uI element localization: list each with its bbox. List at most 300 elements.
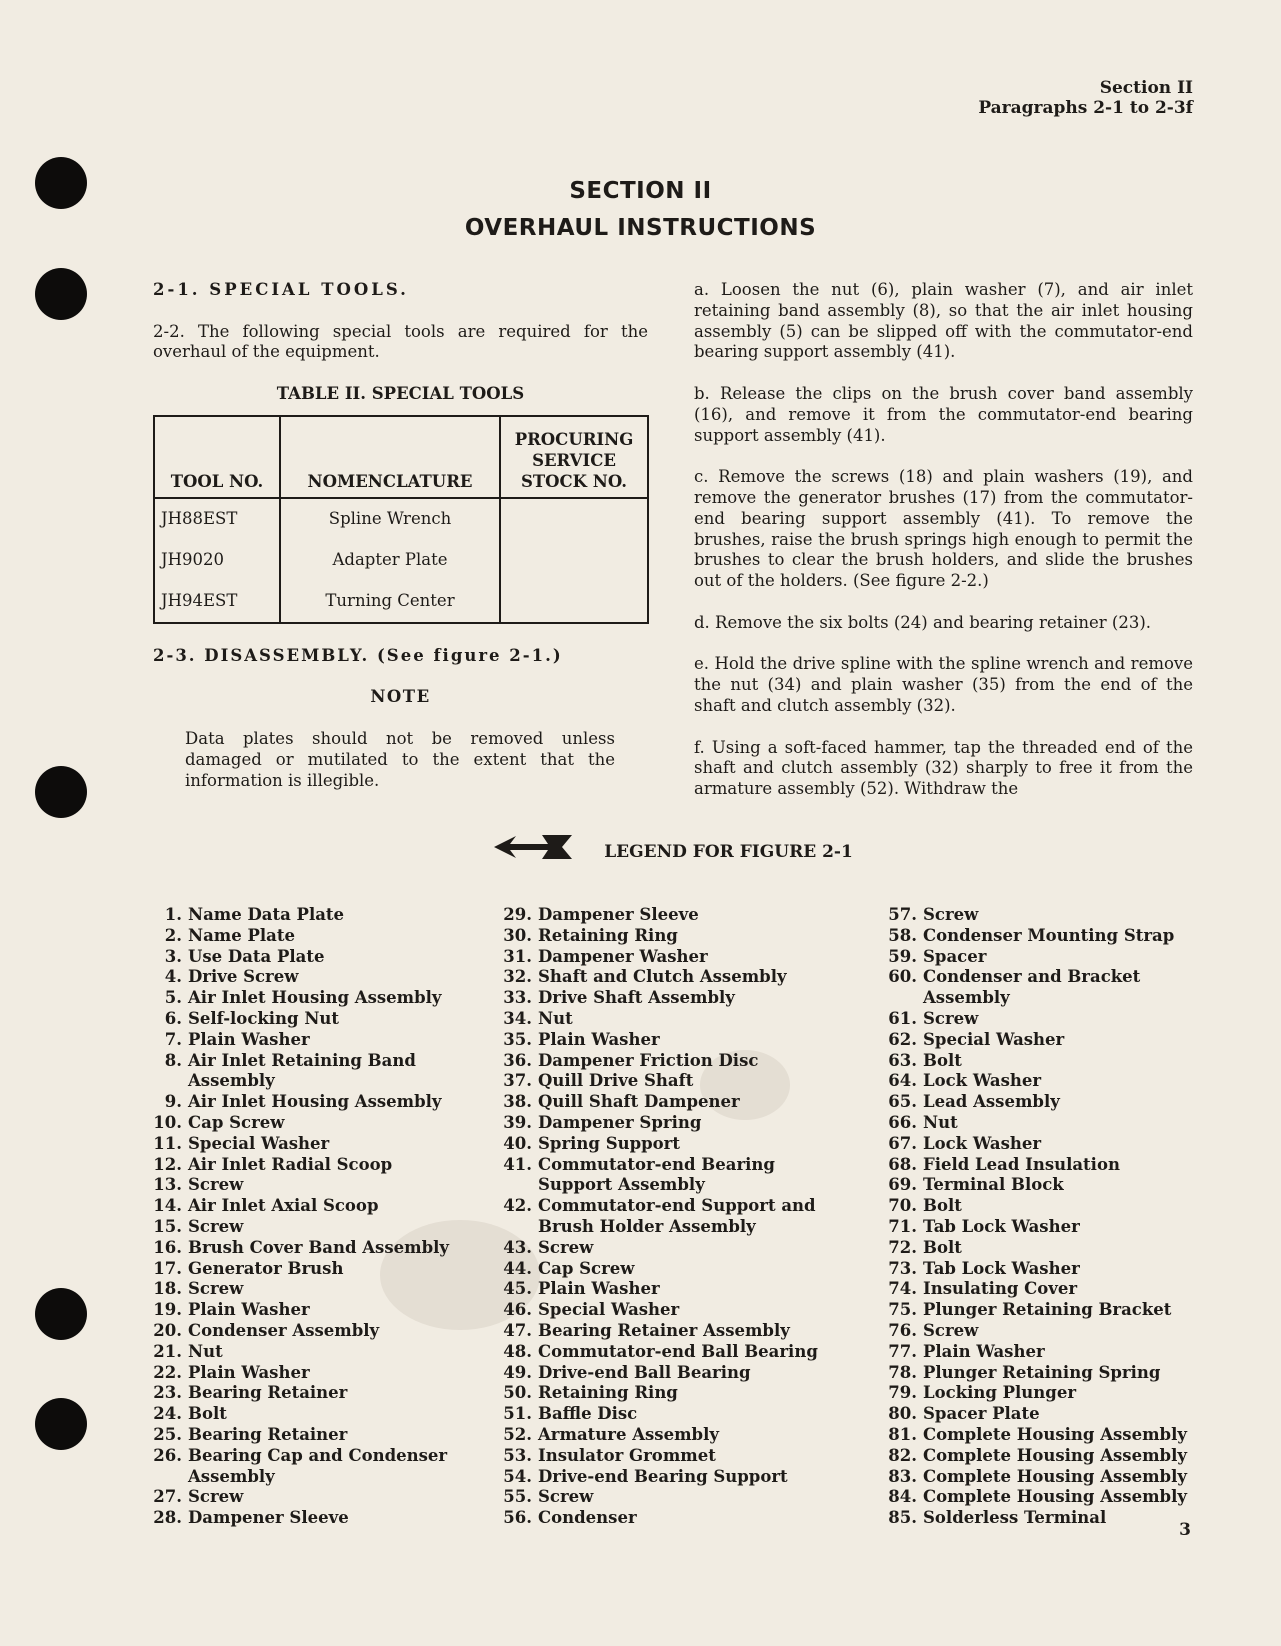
legend-label: Shaft and Clutch Assembly	[538, 967, 787, 987]
legend-number: 32.	[503, 967, 532, 987]
legend-label: Special Washer	[923, 1029, 1065, 1049]
table-row	[154, 540, 648, 581]
legend-item	[500, 947, 860, 968]
legend-number: 47.	[503, 1320, 532, 1340]
legend-item	[500, 1071, 860, 1092]
legend-number: 25.	[153, 1424, 182, 1444]
legend-number: 42.	[503, 1196, 532, 1216]
legend-number: 18.	[153, 1279, 182, 1299]
legend-item	[500, 1092, 860, 1113]
legend-number: 48.	[503, 1341, 532, 1361]
legend-number: 53.	[503, 1445, 532, 1465]
legend-number: 58.	[888, 925, 917, 945]
legend-number	[150, 1071, 188, 1092]
legend-item	[885, 1217, 1215, 1238]
legend-number: 80.	[888, 1404, 917, 1424]
legend-item	[500, 1051, 860, 1072]
legend-label: Air Inlet Housing Assembly	[188, 1092, 442, 1112]
legend-label: Screw	[188, 1216, 244, 1236]
legend-number: 57.	[888, 905, 917, 924]
legend-item	[885, 1134, 1215, 1155]
legend-label: Quill Drive Shaft	[538, 1071, 694, 1091]
legend-number: 63.	[888, 1050, 917, 1070]
legend-label: Dampener Friction Disc	[538, 1050, 759, 1070]
legend-number: 67.	[888, 1133, 917, 1153]
step-a: a. Loosen the nut (6), plain washer (7), and air inlet retaining band assembly (8), so that the air inlet housing assembly (5) can be slipped off with the commutator-end bearing support assembly (41).	[694, 280, 1193, 362]
legend-item	[150, 1155, 480, 1176]
note-title: NOTE	[370, 687, 431, 707]
legend-label: Dampener Sleeve	[538, 905, 699, 924]
legend-item	[500, 1175, 860, 1196]
page-number: 3	[1179, 1520, 1191, 1540]
legend-item	[500, 988, 860, 1009]
legend-item	[150, 1051, 480, 1072]
legend-label: Assembly	[923, 988, 1010, 1008]
binder-hole	[35, 766, 87, 818]
legend-label: Generator Brush	[188, 1258, 344, 1278]
legend-number: 65.	[888, 1092, 917, 1112]
legend-number: 7.	[164, 1029, 182, 1049]
legend-item	[150, 1342, 480, 1363]
legend-number: 41.	[503, 1154, 532, 1174]
legend-label: Screw	[188, 1487, 244, 1507]
legend-number: 20.	[153, 1320, 182, 1340]
legend-label: Drive Shaft Assembly	[538, 988, 735, 1008]
legend-number: 9.	[164, 1092, 182, 1112]
legend-item	[150, 905, 480, 926]
legend-label: Dampener Sleeve	[188, 1508, 349, 1528]
legend-item	[500, 1113, 860, 1134]
legend-number: 61.	[888, 1008, 917, 1028]
legend-number	[500, 1175, 538, 1196]
legend-label: Plain Washer	[923, 1341, 1045, 1361]
legend-item	[150, 1175, 480, 1196]
legend-label: Plain Washer	[538, 1029, 660, 1049]
legend-label: Screw	[538, 1487, 594, 1507]
legend-item	[885, 1238, 1215, 1259]
legend-item	[500, 1279, 860, 1300]
nomenclature-cell: Turning Center	[280, 581, 500, 623]
legend-number: 15.	[153, 1216, 182, 1236]
legend-number: 27.	[153, 1487, 182, 1507]
legend-item	[500, 1238, 860, 1259]
legend-label: Special Washer	[538, 1300, 680, 1320]
legend-item	[885, 1196, 1215, 1217]
legend-number: 21.	[153, 1341, 182, 1361]
legend-label: Air Inlet Axial Scoop	[188, 1196, 379, 1216]
legend-label: Spacer	[923, 946, 987, 966]
legend-item	[150, 1196, 480, 1217]
legend-label: Lock Washer	[923, 1071, 1042, 1091]
step-c: c. Remove the screws (18) and plain washers (19), and remove the generator brushes (17) from the commutator-end bearing support assembly (41). To remove the brushes, raise the brush springs high enough to permit the brushes to clear the brush holders, and slide the brushes out of the holders. (See figure 2-2.)	[694, 467, 1193, 591]
legend-number: 56.	[503, 1508, 532, 1528]
legend-label: Quill Shaft Dampener	[538, 1092, 740, 1112]
legend-label: Plain Washer	[188, 1300, 310, 1320]
legend-number: 26.	[153, 1445, 182, 1465]
binder-hole	[35, 268, 87, 320]
legend-label: Screw	[538, 1237, 594, 1257]
legend-label: Screw	[188, 1175, 244, 1195]
legend-item	[150, 1071, 480, 1092]
legend-item	[885, 988, 1215, 1009]
legend-item	[885, 1051, 1215, 1072]
legend-item	[885, 1009, 1215, 1030]
legend-label: Insulator Grommet	[538, 1445, 716, 1465]
legend-label: Commutator-end Support and	[538, 1196, 816, 1216]
legend-label: Use Data Plate	[188, 946, 325, 966]
legend-number: 75.	[888, 1300, 917, 1320]
legend-item	[500, 1487, 860, 1508]
legend-label: Solderless Terminal	[923, 1508, 1107, 1528]
legend-item	[885, 1383, 1215, 1404]
legend-number: 44.	[503, 1258, 532, 1278]
legend-item	[885, 1467, 1215, 1488]
legend-item	[150, 1508, 480, 1529]
legend-item	[150, 1217, 480, 1238]
legend-number: 78.	[888, 1362, 917, 1382]
legend-label: Screw	[923, 905, 979, 924]
legend-label: Plunger Retaining Spring	[923, 1362, 1161, 1382]
legend-item	[150, 967, 480, 988]
legend-label: Bolt	[188, 1404, 227, 1424]
legend-number: 82.	[888, 1445, 917, 1465]
legend-item	[500, 926, 860, 947]
legend-number: 30.	[503, 925, 532, 945]
legend-number: 45.	[503, 1279, 532, 1299]
legend-item	[885, 1259, 1215, 1280]
legend-item	[885, 926, 1215, 947]
legend-label: Plunger Retaining Bracket	[923, 1300, 1172, 1320]
legend-number: 16.	[153, 1237, 182, 1257]
step-e: e. Hold the drive spline with the spline wrench and remove the nut (34) and plain washer (35) from the end of the shaft and clutch assembly (32).	[694, 654, 1193, 715]
legend-number: 11.	[153, 1133, 182, 1153]
legend-number: 34.	[503, 1008, 532, 1028]
legend-item	[500, 1363, 860, 1384]
legend-number: 24.	[153, 1404, 182, 1424]
step-b: b. Release the clips on the brush cover band assembly (16), and remove it from the commutator-end bearing support assembly (41).	[694, 383, 1193, 445]
legend-label: Commutator-end Bearing	[538, 1154, 775, 1174]
legend-number: 5.	[164, 988, 182, 1008]
legend-item	[150, 1363, 480, 1384]
right-column	[694, 280, 1193, 821]
legend-label: Complete Housing Assembly	[923, 1487, 1187, 1507]
legend-label: Locking Plunger	[923, 1383, 1077, 1403]
legend-label: Condenser Assembly	[188, 1320, 380, 1340]
legend-item	[500, 1467, 860, 1488]
legend-number: 13.	[153, 1175, 182, 1195]
stock-no-cell	[500, 581, 648, 623]
legend-item	[885, 1030, 1215, 1051]
legend-item	[500, 1134, 860, 1155]
legend-number: 52.	[503, 1424, 532, 1444]
legend-item	[150, 1009, 480, 1030]
legend-number: 62.	[888, 1029, 917, 1049]
legend-item	[500, 1342, 860, 1363]
legend-item	[885, 1092, 1215, 1113]
legend-label: Screw	[923, 1320, 979, 1340]
legend-item	[500, 1259, 860, 1280]
table-header-row	[154, 416, 648, 498]
legend-item	[150, 1259, 480, 1280]
legend-label: Cap Screw	[538, 1258, 635, 1278]
legend-item	[150, 1404, 480, 1425]
legend-number: 68.	[888, 1154, 917, 1174]
legend-label: Drive Screw	[188, 967, 299, 987]
legend-number: 40.	[503, 1133, 532, 1153]
legend-item	[150, 1383, 480, 1404]
left-column	[153, 280, 648, 791]
legend-number: 85.	[888, 1508, 917, 1528]
legend-label: Condenser and Bracket	[923, 967, 1141, 987]
legend-number: 70.	[888, 1196, 917, 1216]
step-d: d. Remove the six bolts (24) and bearing retainer (23).	[694, 612, 1152, 632]
legend-number	[150, 1467, 188, 1488]
paragraph-2-1: 2-1. SPECIAL TOOLS.	[153, 280, 409, 299]
legend-item	[500, 1196, 860, 1217]
legend-number: 79.	[888, 1383, 917, 1403]
legend-item	[150, 947, 480, 968]
legend-number: 76.	[888, 1320, 917, 1340]
legend-label: Screw	[923, 1008, 979, 1028]
legend-number: 8.	[164, 1050, 182, 1070]
legend-number: 1.	[164, 905, 182, 924]
legend-label: Bolt	[923, 1050, 962, 1070]
legend-number: 49.	[503, 1362, 532, 1382]
section-subtitle: OVERHAUL INSTRUCTIONS	[464, 215, 817, 241]
legend-item	[500, 1030, 860, 1051]
legend-item	[500, 1009, 860, 1030]
legend-number: 29.	[503, 905, 532, 924]
legend-item	[885, 1175, 1215, 1196]
legend-label: Field Lead Insulation	[923, 1154, 1120, 1174]
legend-label: Plain Washer	[538, 1279, 660, 1299]
legend-item	[150, 1279, 480, 1300]
tool-no-cell: JH94EST	[154, 581, 280, 623]
legend-label: Terminal Block	[923, 1175, 1064, 1195]
legend-number: 59.	[888, 946, 917, 966]
legend-number: 4.	[164, 967, 182, 987]
legend-item	[500, 1383, 860, 1404]
legend-label: Bolt	[923, 1237, 962, 1257]
legend-item	[150, 1030, 480, 1051]
legend-item	[150, 1134, 480, 1155]
paragraph-2-2: 2-2. The following special tools are required for the overhaul of the equipment.	[153, 321, 648, 362]
note-body: Data plates should not be removed unless damaged or mutilated to the extent that the information is illegible.	[185, 728, 615, 790]
legend-label: Complete Housing Assembly	[923, 1424, 1187, 1444]
section-title: SECTION II	[569, 178, 712, 204]
legend-number: 35.	[503, 1029, 532, 1049]
legend-label: Commutator-end Ball Bearing	[538, 1341, 818, 1361]
legend-item	[500, 1425, 860, 1446]
legend-label: Special Washer	[188, 1133, 330, 1153]
legend-number: 23.	[153, 1383, 182, 1403]
legend-number: 38.	[503, 1092, 532, 1112]
col-header-stock-no: PROCURING SERVICE STOCK NO.	[500, 416, 648, 498]
col-header-nomenclature: NOMENCLATURE	[280, 416, 500, 498]
legend-number: 12.	[153, 1154, 182, 1174]
legend-item	[500, 1446, 860, 1467]
legend-item	[885, 1321, 1215, 1342]
legend-label: Tab Lock Washer	[923, 1258, 1080, 1278]
legend-label: Condenser	[538, 1508, 637, 1528]
legend-number: 10.	[153, 1112, 182, 1132]
legend-item	[500, 1321, 860, 1342]
legend-number: 64.	[888, 1071, 917, 1091]
legend-item	[885, 1279, 1215, 1300]
legend-item	[885, 1446, 1215, 1467]
legend-number	[500, 1217, 538, 1238]
legend-number: 31.	[503, 946, 532, 966]
legend-label: Armature Assembly	[538, 1424, 719, 1444]
legend-item	[150, 1425, 480, 1446]
legend-label: Nut	[188, 1341, 223, 1361]
legend-number: 46.	[503, 1300, 532, 1320]
stock-no-cell	[500, 540, 648, 581]
legend-item	[150, 1487, 480, 1508]
legend-item	[885, 1508, 1215, 1529]
legend-item	[150, 1113, 480, 1134]
legend-number: 60.	[888, 967, 917, 987]
step-f: f. Using a soft-faced hammer, tap the threaded end of the shaft and clutch assembly (32) sharply to free it from the armature assembly (52). Withdraw the	[694, 737, 1193, 799]
table-caption: TABLE II. SPECIAL TOOLS	[276, 383, 525, 403]
legend-label: Bearing Retainer	[188, 1424, 348, 1444]
legend-label: Spring Support	[538, 1133, 680, 1153]
section-ref: Section II	[1099, 78, 1193, 98]
legend-number: 43.	[503, 1237, 532, 1257]
legend-number: 83.	[888, 1466, 917, 1486]
legend-label: Retaining Ring	[538, 1383, 678, 1403]
legend-label: Condenser Mounting Strap	[923, 925, 1175, 945]
legend-item	[885, 1404, 1215, 1425]
legend-number: 71.	[888, 1216, 917, 1236]
legend-number: 28.	[153, 1508, 182, 1528]
legend-number: 54.	[503, 1466, 532, 1486]
legend-number: 22.	[153, 1362, 182, 1382]
legend-number: 81.	[888, 1424, 917, 1444]
legend-label: Complete Housing Assembly	[923, 1466, 1187, 1486]
legend-item	[150, 1238, 480, 1259]
legend-item	[500, 905, 860, 926]
legend-label: Insulating Cover	[923, 1279, 1078, 1299]
legend-label: Spacer Plate	[923, 1404, 1040, 1424]
legend-item	[885, 1300, 1215, 1321]
legend-item	[885, 1363, 1215, 1384]
legend-item	[500, 967, 860, 988]
legend-label: Plain Washer	[188, 1029, 310, 1049]
legend-item	[150, 1446, 480, 1467]
legend-label: Tab Lock Washer	[923, 1216, 1080, 1236]
legend-item	[500, 1155, 860, 1176]
table-row	[154, 581, 648, 623]
legend-number: 17.	[153, 1258, 182, 1278]
legend-label: Air Inlet Retaining Band	[188, 1050, 416, 1070]
legend-number: 39.	[503, 1112, 532, 1132]
legend-label: Brush Holder Assembly	[538, 1216, 756, 1236]
legend-column-3	[885, 905, 1215, 1529]
legend-label: Bearing Cap and Condenser	[188, 1445, 448, 1465]
legend-label: Assembly	[188, 1071, 275, 1091]
paragraph-2-3: 2-3. DISASSEMBLY. (See figure 2-1.)	[153, 645, 563, 665]
legend-number	[885, 988, 923, 1009]
legend-item	[885, 1342, 1215, 1363]
legend-number: 74.	[888, 1279, 917, 1299]
legend-label: Complete Housing Assembly	[923, 1445, 1187, 1465]
legend-label: Bolt	[923, 1196, 962, 1216]
legend-item	[500, 1217, 860, 1238]
legend-item	[885, 1487, 1215, 1508]
legend-number: 84.	[888, 1487, 917, 1507]
legend-number: 2.	[164, 925, 182, 945]
legend-item	[150, 1300, 480, 1321]
legend-number: 36.	[503, 1050, 532, 1070]
legend-number: 50.	[503, 1383, 532, 1403]
legend-number: 55.	[503, 1487, 532, 1507]
legend-label: Air Inlet Radial Scoop	[188, 1154, 393, 1174]
legend-item	[885, 1155, 1215, 1176]
legend-label: Dampener Washer	[538, 946, 708, 966]
binder-hole	[35, 1288, 87, 1340]
legend-item	[150, 988, 480, 1009]
legend-label: Screw	[188, 1279, 244, 1299]
tool-no-cell: JH88EST	[154, 498, 280, 540]
legend-item	[885, 1113, 1215, 1134]
legend-item	[150, 1321, 480, 1342]
legend-label: Bearing Retainer	[188, 1383, 348, 1403]
special-tools-table	[153, 415, 649, 624]
legend-number: 33.	[503, 988, 532, 1008]
legend-label: Support Assembly	[538, 1175, 705, 1195]
legend-number: 6.	[164, 1008, 182, 1028]
legend-item	[500, 1404, 860, 1425]
legend-number: 3.	[164, 946, 182, 966]
legend-number: 73.	[888, 1258, 917, 1278]
nomenclature-cell: Spline Wrench	[280, 498, 500, 540]
legend-label: Bearing Retainer Assembly	[538, 1320, 790, 1340]
legend-item	[885, 1425, 1215, 1446]
legend-column-1	[150, 905, 480, 1529]
legend-item	[500, 1508, 860, 1529]
legend-number: 37.	[503, 1071, 532, 1091]
legend-number: 77.	[888, 1341, 917, 1361]
legend-label: Lead Assembly	[923, 1092, 1060, 1112]
legend-label: Cap Screw	[188, 1112, 285, 1132]
table-row	[154, 498, 648, 540]
legend-number: 51.	[503, 1404, 532, 1424]
paragraph-ref: Paragraphs 2-1 to 2-3f	[978, 98, 1193, 118]
legend-label: Name Plate	[188, 925, 295, 945]
legend-title	[0, 842, 1281, 862]
legend-label: Self-locking Nut	[188, 1008, 340, 1028]
legend-item	[150, 926, 480, 947]
legend-item	[885, 1071, 1215, 1092]
legend-label: Drive-end Ball Bearing	[538, 1362, 751, 1382]
legend-item	[150, 1092, 480, 1113]
nomenclature-cell: Adapter Plate	[280, 540, 500, 581]
tool-no-cell: JH9020	[154, 540, 280, 581]
legend-label: Dampener Spring	[538, 1112, 702, 1132]
legend-number: 72.	[888, 1237, 917, 1257]
legend-item	[500, 1300, 860, 1321]
legend-label: Assembly	[188, 1466, 275, 1486]
legend-number: 14.	[153, 1196, 182, 1216]
legend-title-text: LEGEND FOR FIGURE 2-1	[604, 842, 853, 862]
legend-label: Drive-end Bearing Support	[538, 1466, 788, 1486]
legend-label: Nut	[923, 1112, 958, 1132]
legend-label: Nut	[538, 1008, 573, 1028]
legend-label: Lock Washer	[923, 1133, 1042, 1153]
legend-number: 19.	[153, 1300, 182, 1320]
col-header-tool-no: TOOL NO.	[154, 416, 280, 498]
